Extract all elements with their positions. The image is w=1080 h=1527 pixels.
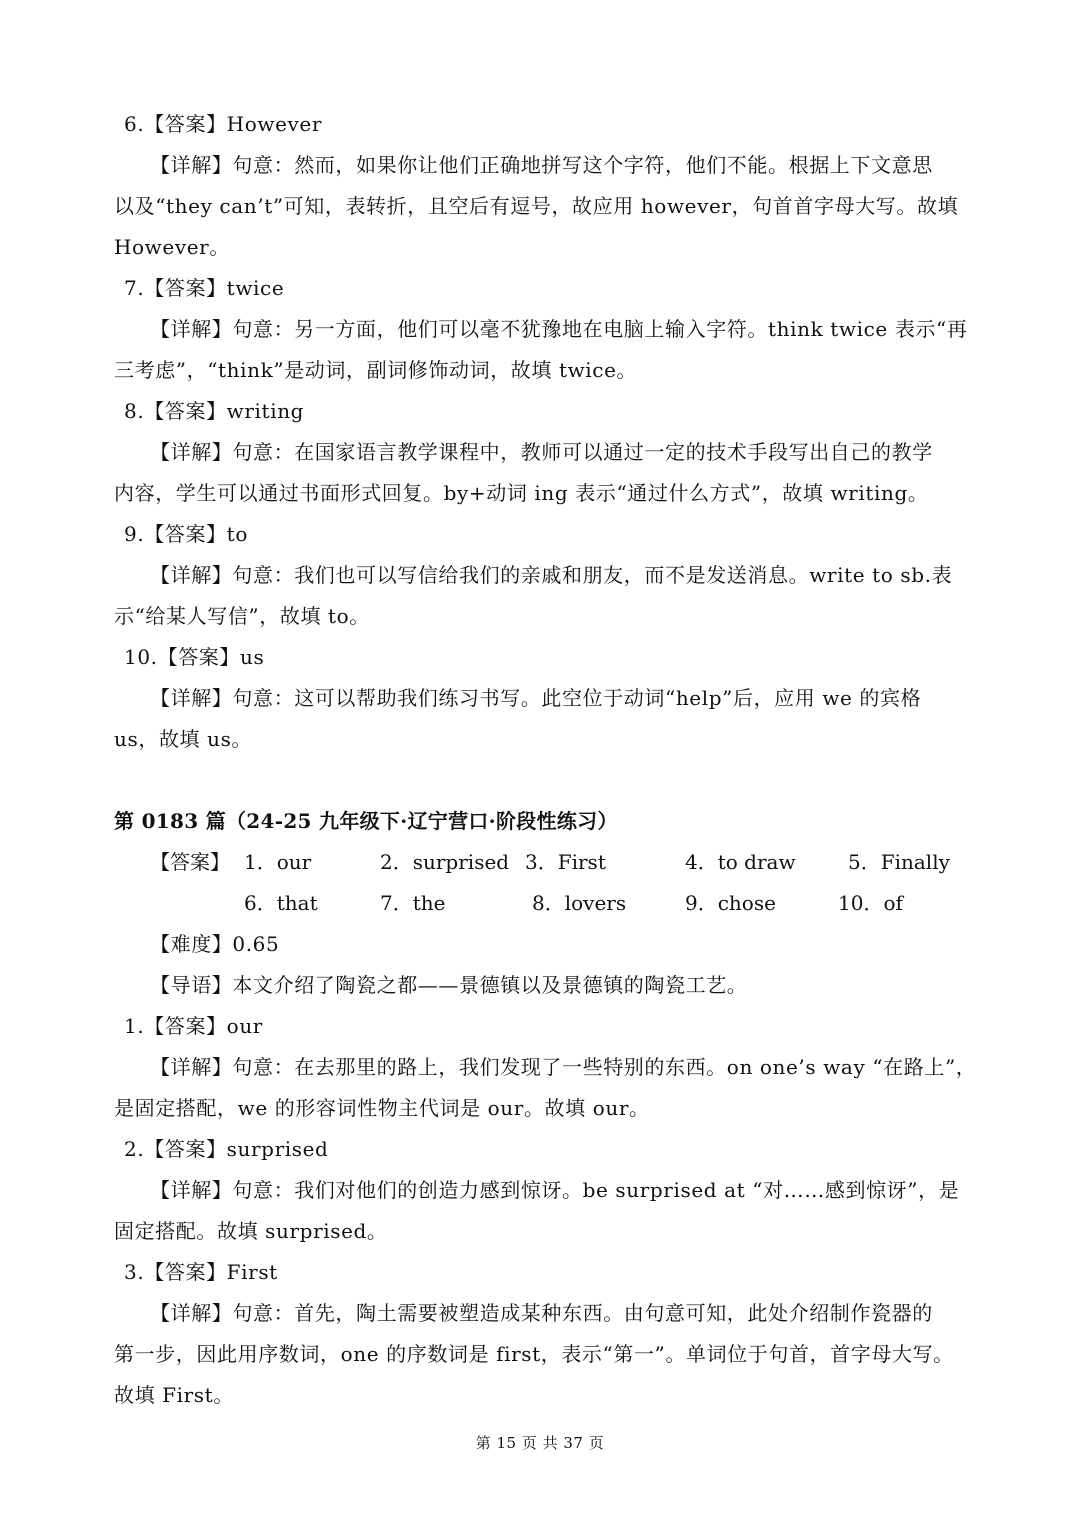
detail-line: However。 <box>114 235 230 259</box>
difficulty-line: 【难度】0.65 <box>150 932 280 956</box>
answer-line-8: 8.【答案】writing <box>124 399 305 423</box>
answer-key-item: 4．to draw <box>685 850 796 874</box>
detail-line: 固定搭配。故填 surprised。 <box>114 1219 388 1243</box>
answer-key-item: 1．our <box>244 850 312 874</box>
answer-key-item: 7．the <box>380 891 446 915</box>
detail-line: 第一步，因此用序数词，one 的序数词是 first，表示“第一”。单词位于句首，首字母大写。 <box>114 1342 954 1366</box>
detail-line: 【详解】句意：在去那里的路上，我们发现了一些特别的东西。on one’s way “在路上”， <box>150 1055 977 1079</box>
detail-line: 【详解】句意：首先，陶土需要被塑造成某种东西。由句意可知，此处介绍制作瓷器的 <box>150 1301 933 1325</box>
detail-line: us，故填 us。 <box>114 727 253 751</box>
answer-key-item: 2．surprised <box>380 850 510 874</box>
answer-key-item: 10．of <box>838 891 903 915</box>
detail-line: 【详解】句意：我们对他们的创造力感到惊讶。be surprised at “对……感到惊讶”，是 <box>150 1178 960 1202</box>
detail-line: 内容，学生可以通过书面形式回复。by+动词 ing 表示“通过什么方式”，故填 writing。 <box>114 481 929 505</box>
detail-line: 【详解】句意：我们也可以写信给我们的亲戚和朋友，而不是发送消息。write to sb.表 <box>150 563 953 587</box>
detail-line: 以及“they can’t”可知，表转折，且空后有逗号，故应用 however，句首首字母大写。故填 <box>114 194 959 218</box>
answer-key-grid <box>150 848 970 928</box>
page-footer: 第 15 页 共 37 页 <box>475 1434 605 1452</box>
answer-key-item: 5．Finally <box>848 850 950 874</box>
detail-line: 示“给某人写信”，故填 to。 <box>114 604 370 628</box>
answer-line-9: 9.【答案】to <box>124 522 248 546</box>
detail-line: 故填 First。 <box>114 1383 234 1407</box>
answer-key-item: 3．First <box>525 850 606 874</box>
intro-line: 【导语】本文介绍了陶瓷之都——景德镇以及景德镇的陶瓷工艺。 <box>150 973 748 997</box>
answer-key-item: 8．lovers <box>532 891 627 915</box>
answer-key-label: 【答案】 <box>150 850 230 874</box>
detail-line: 三考虑”，“think”是动词，副词修饰动词，故填 twice。 <box>114 358 638 382</box>
detail-line: 【详解】句意：在国家语言教学课程中，教师可以通过一定的技术手段写出自己的教学 <box>150 440 933 464</box>
detail-line: 是固定搭配，we 的形容词性物主代词是 our。故填 our。 <box>114 1096 650 1120</box>
answer-line-10: 10.【答案】us <box>124 645 265 669</box>
answer-line-7: 7.【答案】twice <box>124 276 285 300</box>
answer-line-3: 3.【答案】First <box>124 1260 278 1284</box>
answer-line-1: 1.【答案】our <box>124 1014 263 1038</box>
detail-line: 【详解】句意：然而，如果你让他们正确地拼写这个字符，他们不能。根据上下文意思 <box>150 153 933 177</box>
answer-line-6: 6.【答案】However <box>124 112 323 136</box>
answer-key-item: 6．that <box>244 891 318 915</box>
detail-line: 【详解】句意：这可以帮助我们练习书写。此空位于动词“help”后，应用 we 的宾格 <box>150 686 922 710</box>
answer-key-item: 9．chose <box>685 891 776 915</box>
detail-line: 【详解】句意：另一方面，他们可以毫不犹豫地在电脑上输入字符。think twice 表示“再 <box>150 317 968 341</box>
answer-line-2: 2.【答案】surprised <box>124 1137 329 1161</box>
section-title: 第 0183 篇（24-25 九年级下·辽宁营口·阶段性练习） <box>114 809 618 833</box>
